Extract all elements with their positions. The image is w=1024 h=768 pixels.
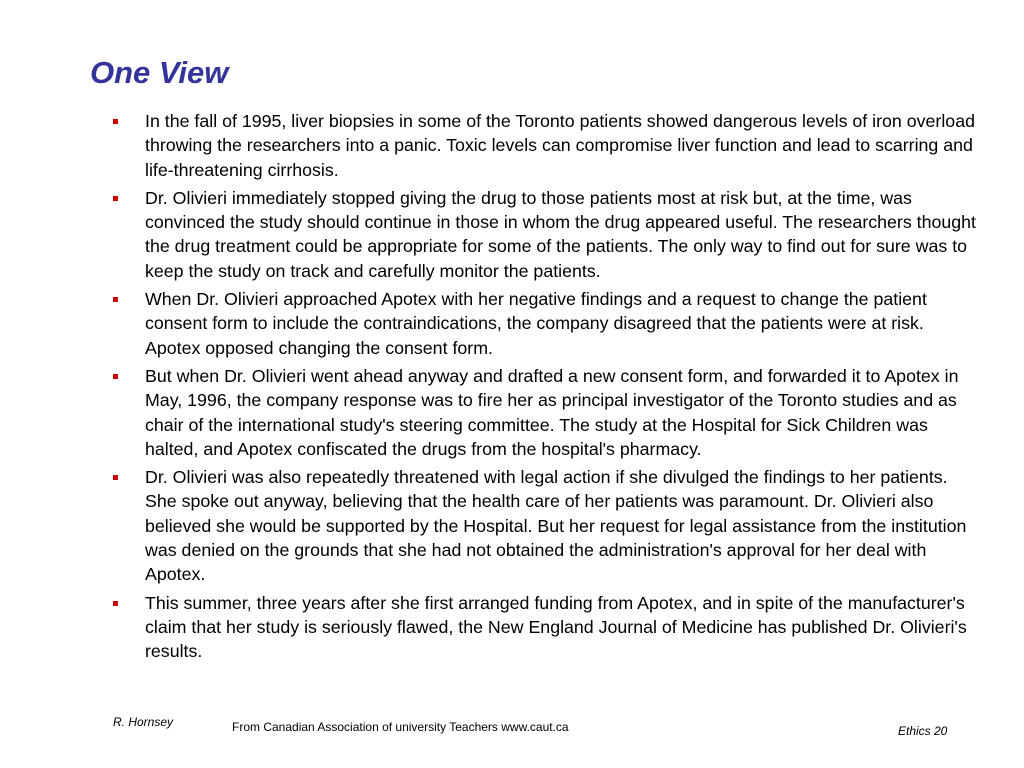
bullet-item (110, 287, 978, 360)
bullet-text: But when Dr. Olivieri went ahead anyway and drafted a new consent form, and forwarded it to Apotex in May, 1996, the company response was to fire her as principal investigator of the Toronto studies and as chair of the international study's steering committee. The study at the Hospital for Sick Children was halted, and Apotex confiscated the drugs from the hospital's pharmacy. (145, 365, 959, 459)
bullet-text: In the fall of 1995, liver biopsies in some of the Toronto patients showed dangerous levels of iron overload throwing the researchers into a panic. Toxic levels can compromise liver function and lead to scarring and life-threatening cirrhosis. (145, 111, 975, 180)
bullet-text: Dr. Olivieri immediately stopped giving the drug to those patients most at risk but, at the time, was convinced the study should continue in those in whom the drug appeared useful. The researchers thought the drug treatment could be appropriate for some of the patients. The only way to find out for sure was to keep the study on track and carefully monitor the patients. (145, 187, 976, 281)
bullet-text: Dr. Olivieri was also repeatedly threatened with legal action if she divulged the findings to her patients. She spoke out anyway, believing that the health care of her patients was paramount. Dr. Olivieri also believed she would be supported by the Hospital. But her request for legal assistance from the institution was denied on the grounds that she had not obtained the administration's approval for her deal with Apotex. (145, 467, 967, 585)
slide-title: One View (90, 55, 229, 90)
bullet-text: When Dr. Olivieri approached Apotex with her negative findings and a request to change the patient consent form to include the contraindications, the company disagreed that the patients were at risk. Apotex opposed changing the consent form. (145, 289, 927, 358)
bullet-item (110, 186, 978, 283)
bullet-square-icon (113, 297, 118, 302)
bullet-square-icon (113, 119, 118, 124)
bullet-square-icon (113, 475, 118, 480)
bullet-item (110, 465, 978, 586)
footer-source: From Canadian Association of university Teachers www.caut.ca (232, 720, 569, 734)
bullet-square-icon (113, 601, 118, 606)
bullet-item (110, 364, 978, 461)
bullet-square-icon (113, 196, 118, 201)
footer-page-label: Ethics 20 (898, 724, 948, 738)
bullet-text: This summer, three years after she first arranged funding from Apotex, and in spite of the manufacturer's claim that her study is seriously flawed, the New England Journal of Medicine has published Dr. Olivieri's results. (145, 592, 967, 662)
bullet-item (110, 591, 978, 664)
bullet-list (110, 109, 978, 668)
bullet-square-icon (113, 374, 118, 379)
bullet-item (110, 109, 978, 182)
footer-author: R. Hornsey (113, 715, 174, 729)
